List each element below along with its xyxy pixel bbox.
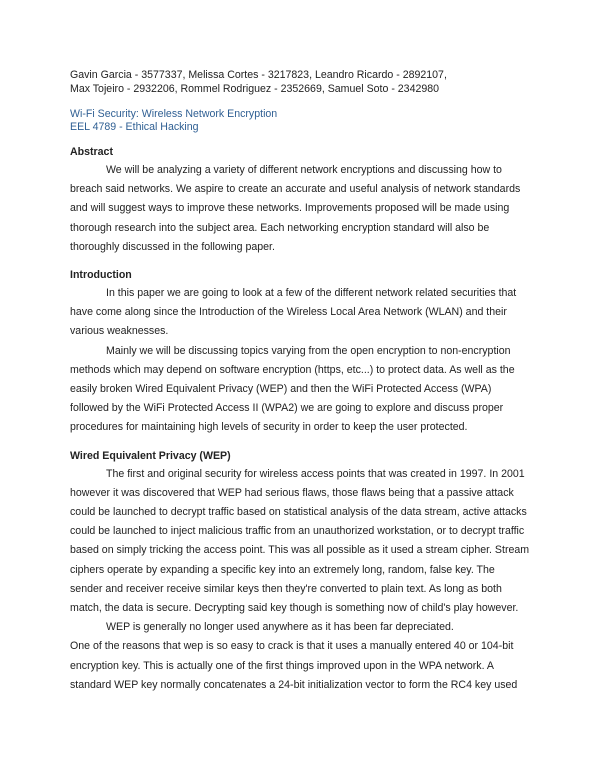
introduction-heading: Introduction <box>70 269 132 282</box>
abstract-section <box>70 146 530 257</box>
wep-paragraph-2: WEP is generally no longer used anywhere as it has been far depreciated. <box>106 621 454 634</box>
wep-paragraph-1: The first and original security for wireless access points that was created in 1997. In 2001 however it was discovered that WEP had serious flaws, those flaws being that a passive attack could be launched to decrypt traffic based on statistical analysis of the data stream, active attacks could be launched to inject malicious traffic from an unauthorized workstation, or to decrypt traffic based on simply tricking the access point. This was all possible as it used a stream cipher. Stream ciphers operate by expanding a specific key into an extremely long, random, false key. The sender and receiver receive similar keys then they're converted to plain text. As long as both match, the data is secure. Decrypting said key though is something now of child's play however. <box>70 467 530 615</box>
course-title: EEL 4789 - Ethical Hacking <box>70 121 199 133</box>
wep-paragraph-3: One of the reasons that wep is so easy to crack is that it uses a manually entered 40 or 104-bit encryption key. This is actually one of the first things improved upon in the WPA network. A standard WEP key normally concatenates a 24-bit initialization vector to form the RC4 key used <box>70 640 518 691</box>
title-block <box>70 108 530 134</box>
introduction-paragraph-1: In this paper we are going to look at a few of the different network related securities that have come along since the Introduction of the Wireless Local Area Network (WLAN) and their various weaknesses. <box>70 287 517 338</box>
wep-heading: Wired Equivalent Privacy (WEP) <box>70 449 231 462</box>
author-list <box>70 68 530 96</box>
paper-title: Wi-Fi Security: Wireless Network Encryption <box>70 108 278 120</box>
abstract-heading: Abstract <box>70 146 113 158</box>
wep-section <box>70 450 530 695</box>
abstract-paragraph: We will be analyzing a variety of different network encryptions and discussing how to breach said networks. We aspire to create an accurate and useful analysis of network standards and will suggest ways to improve these networks. Improvements proposed will be made using thorough research into the subject area. Each networking encryption standard will also be thoroughly discussed in the following paper. <box>70 164 521 253</box>
document-page <box>70 68 530 695</box>
introduction-section <box>70 269 530 438</box>
author-line-2: Max Tojeiro - 2932206, Rommel Rodriguez - 2352669, Samuel Soto - 2342980 <box>70 83 440 95</box>
introduction-paragraph-2: Mainly we will be discussing topics varying from the open encryption to non-encryption methods which may depend on software encryption (https, etc...) to protect data. As well as the easily broken Wired Equivalent Privacy (WEP) and then the WiFi Protected Access (WPA) followed by the WiFi Protected Access II (WPA2) we are going to explore and discuss proper procedures for maintaining high levels of security in order to keep the user protected. <box>70 344 515 434</box>
author-line-1: Gavin Garcia - 3577337, Melissa Cortes - 3217823, Leandro Ricardo - 2892107, <box>70 69 447 81</box>
